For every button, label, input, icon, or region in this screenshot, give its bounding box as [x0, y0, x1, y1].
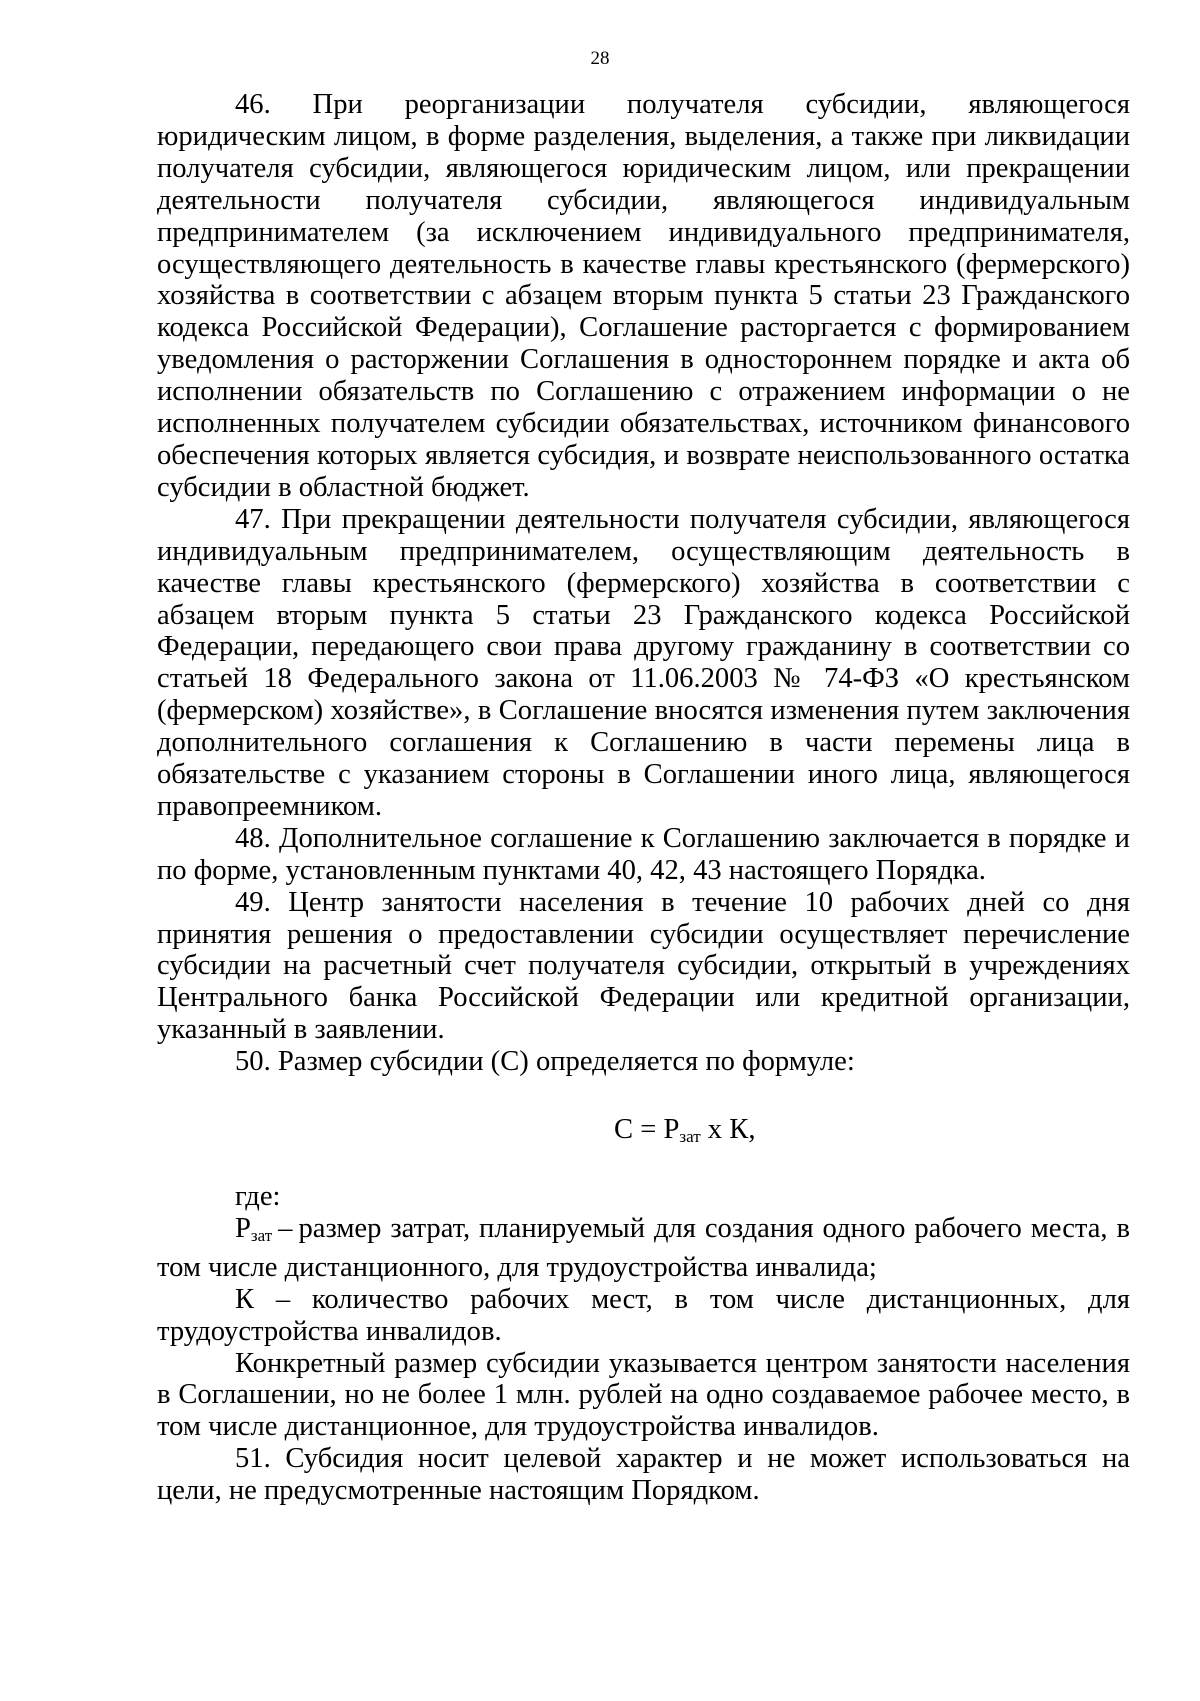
p-zat-text: размер затрат, планируемый для создания одного рабочего места, в том числе дистанционного, для трудоустройства инвалида; [157, 1212, 1130, 1283]
paragraph-51: 51. Субсидия носит целевой характер и не может использоваться на цели, не предусмотренные настоящим Порядком. [157, 1443, 1130, 1507]
formula-rhs: х К, [700, 1114, 756, 1146]
paragraph-46: 46. При реорганизации получателя субсидии, являющегося юридическим лицом, в форме разделения, выделения, а также при ликвидации получателя субсидии, являющегося юридическим лицом, или прекращении деятельности получателя субсидии, являющегося индивидуальным предпринимателем (за исключением индивидуального предпринимателя, осуществляющего деятельность в качестве главы крестьянского (фермерского) хозяйства в соответствии с абзацем вторым пункта 5 статьи 23 Гражданского кодекса Российской Федерации), Соглашение расторгается с формированием уведомления о расторжении Соглашения в одностороннем порядке и акта об исполнении обязательств по Соглашению с отражением информации о не исполненных получателем субсидии обязательствах, источником финансового обеспечения которых является субсидия, и возврате неиспользованного остатка субсидии в областной бюджет. [157, 89, 1130, 503]
paragraph-49: 49. Центр занятости населения в течение 10 рабочих дней со дня принятия решения о предоставлении субсидии осуществляет перечисление субсидии на расчетный счет получателя субсидии, открытый в учреждениях Центрального банка Российской Федерации или кредитной организации, указанный в заявлении. [157, 886, 1130, 1046]
p-zat-definition [157, 1213, 1130, 1284]
paragraph-48: 48. Дополнительное соглашение к Соглашению заключается в порядке и по форме, установленным пунктами 40, 42, 43 настоящего Порядка. [157, 822, 1130, 886]
document-body [157, 89, 1130, 1507]
where-label: где: [235, 1181, 281, 1212]
paragraph-50: 50. Размер субсидии (С) определяется по формуле: [235, 1046, 855, 1078]
k-definition: К – количество рабочих мест, в том числе дистанционных, для трудоустройства инвалидов. [157, 1283, 1130, 1347]
p-zat-symbol: Р [235, 1212, 251, 1244]
specific-amount-paragraph: Конкретный размер субсидии указывается центром занятости населения в Соглашении, но не более 1 млн. рублей на одно создаваемое рабочее место, в том числе дистанционное, для трудоустройства инвалидов. [157, 1347, 1130, 1443]
page-number: 28 [590, 48, 610, 69]
p-zat-dash: – [278, 1212, 293, 1244]
formula-subscript: зат [679, 1127, 701, 1147]
subsidy-formula [157, 1114, 1130, 1153]
formula-lhs: С = Р [614, 1114, 680, 1146]
p-zat-subscript: зат [250, 1225, 273, 1245]
paragraph-47: 47. При прекращении деятельности получателя субсидии, являющегося индивидуальным предпринимателем, осуществляющим деятельность в качестве главы крестьянского (фермерского) хозяйства в соответствии с абзацем вторым пункта 5 статьи 23 Гражданского кодекса Российской Федерации, передающего свои права другому гражданину в соответствии со статьей 18 Федерального закона от 11.06.2003 № 74-ФЗ «О крестьянском (фермерском) хозяйстве», в Соглашение вносятся изменения путем заключения дополнительного соглашения к Соглашению в части перемены лица в обязательстве с указанием стороны в Соглашении иного лица, являющегося правопреемником. [157, 503, 1130, 822]
